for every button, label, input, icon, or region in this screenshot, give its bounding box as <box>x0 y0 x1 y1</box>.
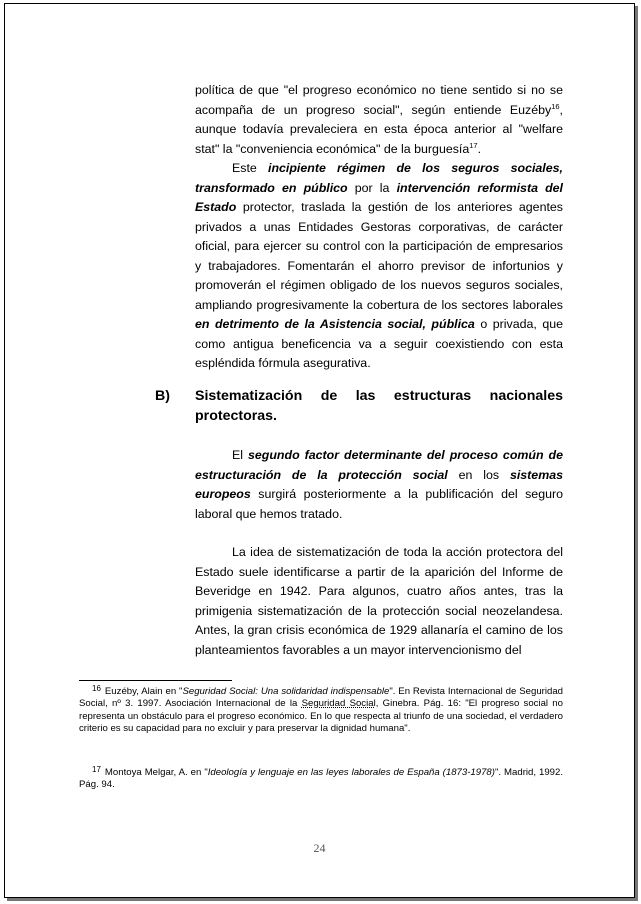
section-letter: B) <box>155 388 170 404</box>
paragraph-seguros-sociales: Este incipiente régimen de los seguros sociales, transformado en público por la intervención reformista del Estado protector, traslada la gestión de los anteriores agentes privados a unas Entidades Gestoras corporativas, de carácter oficial, para ejercer su control con la participación de empresarios y trabajadores. Fomentarán el ahorro previsor de infortunios y promoverán el régimen obligado de los nuevos seguros sociales, ampliando progresivamente la cobertura de los sectores laborales en detrimento de la Asistencia social, pública o privada, que como antigua beneficencia va a seguir coexistiendo con esta espléndida fórmula asegurativa. <box>195 161 563 370</box>
paragraph-sistematizacion: La idea de sistematización de toda la acción protectora del Estado suele identificarse a partir de la aparición del Informe de Beveridge en 1942. Para algunos, cuatro años antes, tras la primigenia sistematización de la protección social neozelandesa. Antes, la gran crisis económica de 1929 allanaría el camino de los planteamientos favorables a un mayor intervencionismo del <box>195 545 563 657</box>
footnote-ref-16[interactable]: 16 <box>551 101 560 111</box>
document-page <box>4 3 635 898</box>
paragraph-segundo-factor: El segundo factor determinante del proceso común de estructuración de la protección social en los sistemas europeos surgirá posteriormente a la publificación del seguro laboral que hemos tratado. <box>195 448 563 521</box>
section-title-line1: Sistematización de las estructuras nacionales <box>195 388 563 404</box>
footnote-16: $^{16}$ Euzéby, Alain en "Seguridad Social: Una solidaridad indispensable". En Revista Internacional de Seguridad Social, nº 3. 1997. Asociación Internacional de la Seguridad Social, Ginebra. Pág. 16: "El progreso social no representa un obstáculo para el progreso económico. En lo que respecta al triunfo de una sociedad, el verdadero criterio es su capacidad para no excluir y para preservar la dignidad humana". <box>79 684 563 735</box>
footnote-separator <box>79 680 232 681</box>
footnote-17: $^{17}$ Montoya Melgar, A. en "Ideología y lenguaje en las leyes laborales de España (1873-1978)". Madrid, 1992. Pág. 94. <box>79 765 564 791</box>
footnote-ref-17[interactable]: 17 <box>469 140 478 150</box>
section-title-line2: protectoras. <box>195 408 277 424</box>
page-number: 24 <box>313 841 326 855</box>
paragraph-continuation: política de que "el progreso económico no tiene sentido si no se acompaña de un progreso social", según entiende Euzéby$^{16}$, aunque todavía prevaleciera en esta época anterior al "welfare stat" la "conveniencia económica" de la burguesía$^{17}$. <box>195 83 563 156</box>
